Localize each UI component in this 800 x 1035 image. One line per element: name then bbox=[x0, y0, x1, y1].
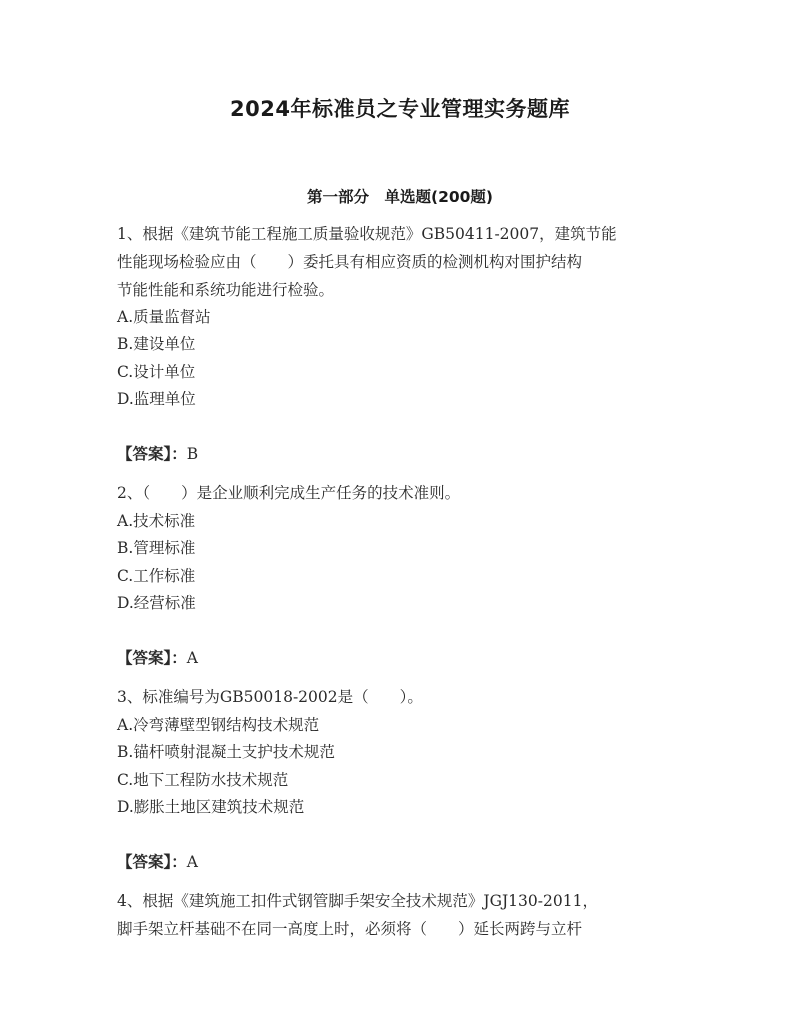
answer-value: A bbox=[186, 853, 198, 871]
question-2-option-a: A.技术标准 bbox=[117, 512, 196, 530]
question-3-option-a: A.冷弯薄壁型钢结构技术规范 bbox=[117, 716, 320, 734]
question-3-option-d: D.膨胀土地区建筑技术规范 bbox=[117, 798, 305, 816]
question-1-option-a: A.质量监督站 bbox=[117, 308, 211, 326]
question-4-stem-line-2: 脚手架立杆基础不在同一高度上时，必须将（ ）延长两跨与立杆 bbox=[117, 920, 583, 938]
question-1-option-b: B.建设单位 bbox=[117, 335, 196, 353]
question-3-option-c: C.地下工程防水技术规范 bbox=[117, 771, 289, 789]
document-title: 2024年标准员之专业管理实务题库 bbox=[230, 97, 570, 121]
question-3-stem-line-1: 3、标准编号为GB50018-2002是（ ）。 bbox=[117, 688, 423, 706]
answer-label: 【答案】： bbox=[117, 649, 187, 667]
question-1-option-c: C.设计单位 bbox=[117, 363, 196, 381]
question-1-answer bbox=[117, 443, 198, 465]
question-2-option-b: B.管理标准 bbox=[117, 539, 196, 557]
question-2-option-d: D.经营标准 bbox=[117, 594, 196, 612]
question-4-stem-line-1: 4、根据《建筑施工扣件式钢管脚手架安全技术规范》JGJ130-2011， bbox=[117, 892, 598, 910]
answer-label: 【答案】： bbox=[117, 853, 187, 871]
question-2-option-c: C.工作标准 bbox=[117, 567, 196, 585]
section-heading: 第一部分 单选题(200题) bbox=[306, 188, 494, 206]
question-1-stem-line-3: 节能性能和系统功能进行检验。 bbox=[117, 281, 335, 299]
question-3-answer bbox=[117, 851, 198, 873]
question-1-stem-line-2: 性能现场检验应由（ ）委托具有相应资质的检测机构对围护结构 bbox=[117, 253, 583, 271]
question-1-option-d: D.监理单位 bbox=[117, 390, 196, 408]
question-3-option-b: B.锚杆喷射混凝土支护技术规范 bbox=[117, 743, 335, 761]
answer-value: A bbox=[186, 649, 198, 667]
question-2-stem-line-1: 2、（ ）是企业顺利完成生产任务的技术准则。 bbox=[117, 484, 461, 502]
answer-value: B bbox=[186, 445, 199, 463]
answer-label: 【答案】： bbox=[117, 445, 187, 463]
question-2-answer bbox=[117, 647, 198, 669]
question-1-stem-line-1: 1、根据《建筑节能工程施工质量验收规范》GB50411-2007，建筑节能 bbox=[117, 225, 617, 243]
